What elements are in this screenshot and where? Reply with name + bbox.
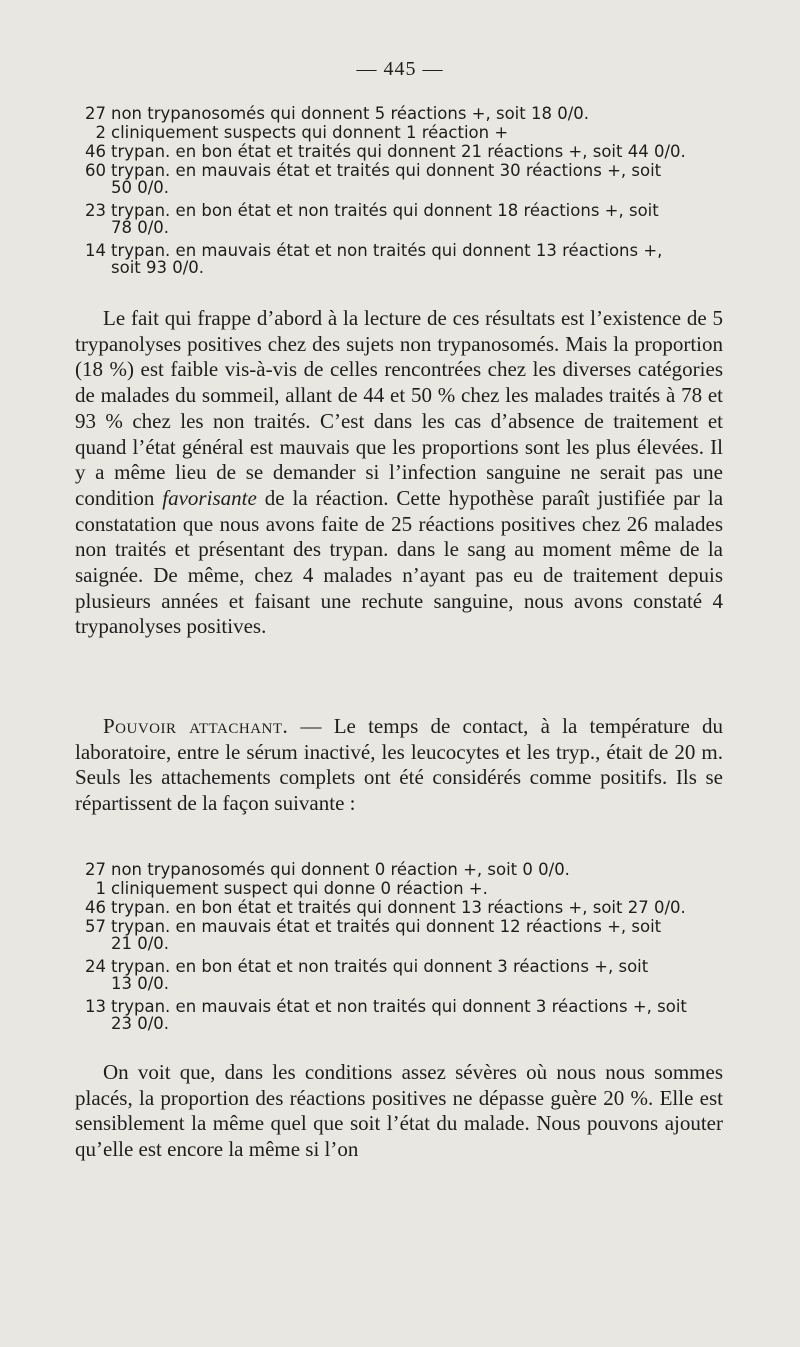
results-list-trypanolysis	[78, 104, 724, 277]
list-item: 2 cliniquement suspects qui donnent 1 réaction +	[95, 123, 509, 142]
list-item: 46 trypan. en bon état et traités qui donnent 13 réactions +, soit 27 0/0.	[85, 898, 686, 917]
list-item: 1 cliniquement suspect qui donne 0 réaction +.	[95, 879, 488, 898]
list-item-continuation: 50 0/0.	[111, 178, 170, 197]
list-item-continuation: soit 93 0/0.	[111, 258, 205, 277]
list-item: 60 trypan. en mauvais état et traités qui donnent 30 réactions +, soit	[85, 161, 662, 180]
section-paragraph-pouvoir-attachant: Pouvoir attachant. — Le temps de contact, à la température du laboratoire, entre le sérum inactivé, les leucocytes et les tryp., était de 20 m. Seuls les attachements complets ont été considérés comme positifs. Ils se répartissent de la façon suivante :	[75, 714, 723, 816]
emphasis-text: favorisante	[162, 485, 257, 510]
section-heading: Pouvoir attachant.	[103, 714, 289, 738]
body-paragraph: On voit que, dans les conditions assez sévères où nous nous sommes placés, la proportion des réactions positives ne dépasse guère 20 %. Elle est sensiblement la même quel que soit l’état du malade. Nous pouvons ajouter qu’elle est encore la même si l’on	[75, 1060, 723, 1162]
page-number: — 445 —	[356, 58, 444, 80]
list-item: 14 trypan. en mauvais état et non traités qui donnent 13 réactions +,	[85, 241, 663, 260]
list-item-continuation: 13 0/0.	[111, 974, 170, 993]
list-item-continuation: 78 0/0.	[111, 218, 170, 237]
list-item: 27 non trypanosomés qui donnent 0 réaction +, soit 0 0/0.	[85, 860, 570, 879]
list-item: 13 trypan. en mauvais état et non traités qui donnent 3 réactions +, soit	[85, 997, 687, 1016]
list-item-continuation: 21 0/0.	[111, 934, 170, 953]
list-item: 27 non trypanosomés qui donnent 5 réactions +, soit 18 0/0.	[85, 104, 590, 123]
body-paragraph: Le fait qui frappe d’abord à la lecture de ces résultats est l’existence de 5 trypanolyses positives chez des sujets non trypanosomés. Mais la proportion (18 %) est faible vis-à-vis de celles rencontrées chez les diverses catégories de malades du sommeil, allant de 44 et 50 % chez les malades traités à 78 et 93 % chez les non traités. C’est dans les cas d’absence de traitement et quand l’état général est mauvais que les proportions sont les plus élevées. Il y a même lieu de se demander si l’infection sanguine ne serait pas une condition favorisante de la réaction. Cette hypothèse paraît justifiée par la constatation que nous avons faite de 25 réactions positives chez 26 malades non traités et présentant des trypan. dans le sang au moment même de la saignée. De même, chez 4 malades n’ayant pas eu de traitement depuis plusieurs années et faisant une rechute sanguine, nous avons constaté 4 trypanolyses positives.	[75, 306, 724, 639]
list-item: 57 trypan. en mauvais état et traités qui donnent 12 réactions +, soit	[85, 917, 662, 936]
list-item: 23 trypan. en bon état et non traités qui donnent 18 réactions +, soit	[85, 201, 659, 220]
results-list-attachment	[78, 860, 724, 1033]
list-item: 24 trypan. en bon état et non traités qui donnent 3 réactions +, soit	[85, 957, 649, 976]
list-item-continuation: 23 0/0.	[111, 1014, 170, 1033]
list-item: 46 trypan. en bon état et traités qui donnent 21 réactions +, soit 44 0/0.	[85, 142, 686, 161]
